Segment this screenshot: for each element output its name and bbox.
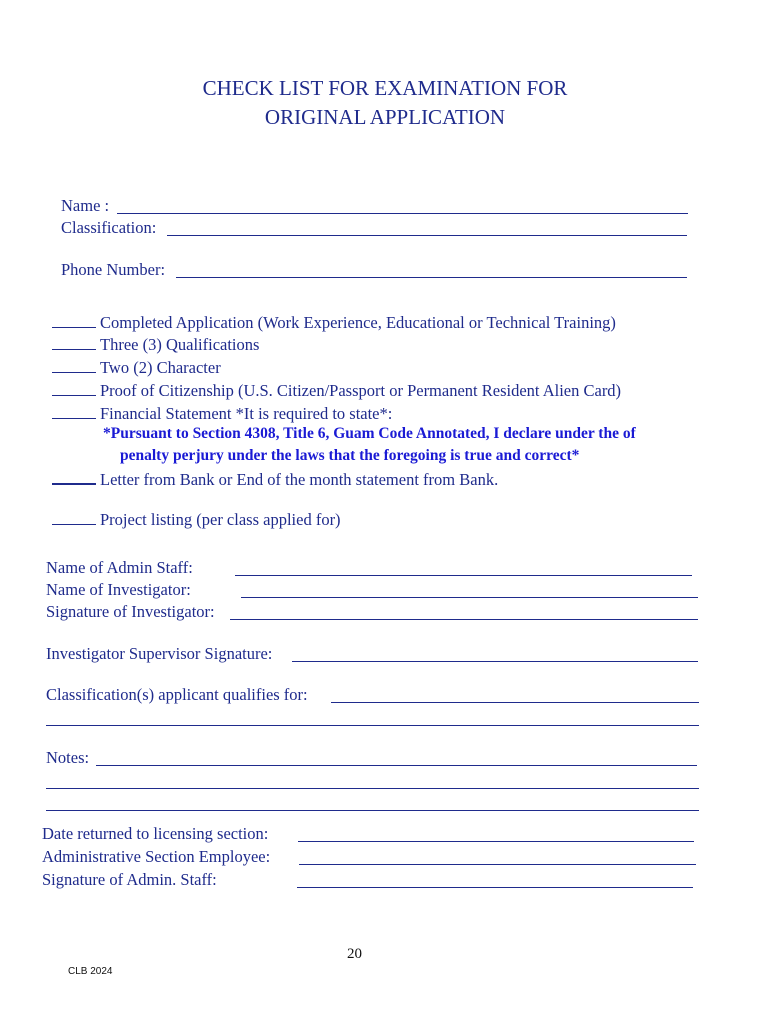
checklist-item-label: Completed Application (Work Experience, Educational or Technical Training) xyxy=(100,313,616,332)
checkbox-blank[interactable] xyxy=(52,404,96,419)
checkbox-blank[interactable] xyxy=(52,335,96,350)
investigator-label: Name of Investigator: xyxy=(46,580,191,599)
investigator-signature-label: Signature of Investigator: xyxy=(46,602,215,621)
phone-number-label: Phone Number: xyxy=(61,260,166,279)
classifications-qualifies-field[interactable] xyxy=(331,702,699,703)
checkbox-blank[interactable] xyxy=(52,358,96,373)
supervisor-signature-field[interactable] xyxy=(292,661,698,662)
footer-code: CLB 2024 xyxy=(68,966,113,977)
checklist-item-label: Two (2) Character xyxy=(100,358,221,377)
checkbox-blank[interactable] xyxy=(52,510,96,525)
notes-field-line3[interactable] xyxy=(46,810,699,811)
page-number: 20 xyxy=(347,946,362,962)
name-label: Name : xyxy=(61,196,110,215)
checkbox-blank[interactable] xyxy=(52,313,96,328)
document-title-line1: CHECK LIST FOR EXAMINATION FOR xyxy=(202,76,568,100)
document-title-line2: ORIGINAL APPLICATION xyxy=(264,105,506,129)
checklist-item-project[interactable] xyxy=(52,510,341,530)
classification-field[interactable] xyxy=(167,235,687,236)
notes-field-line2[interactable] xyxy=(46,788,699,789)
admin-staff-signature-field[interactable] xyxy=(297,887,693,888)
admin-staff-field[interactable] xyxy=(235,575,692,576)
checklist-item-label: Project listing (per class applied for) xyxy=(100,510,341,529)
checklist-item[interactable] xyxy=(52,404,392,424)
checklist-item[interactable] xyxy=(52,381,621,401)
classification-label: Classification: xyxy=(61,218,157,237)
checklist-item-bank[interactable] xyxy=(52,469,498,490)
date-returned-label: Date returned to licensing section: xyxy=(42,824,269,843)
classifications-qualifies-field-continued[interactable] xyxy=(46,725,699,726)
checklist-item-label: Proof of Citizenship (U.S. Citizen/Passport or Permanent Resident Alien Card) xyxy=(100,381,622,400)
checkbox-blank[interactable] xyxy=(52,469,96,485)
checklist-item[interactable] xyxy=(52,313,616,333)
admin-staff-label: Name of Admin Staff: xyxy=(46,558,193,577)
checkbox-blank[interactable] xyxy=(52,381,96,396)
investigator-signature-field[interactable] xyxy=(230,619,698,620)
admin-section-employee-label: Administrative Section Employee: xyxy=(42,847,271,866)
date-returned-field[interactable] xyxy=(298,841,694,842)
checklist-item-label: Letter from Bank or End of the month statement from Bank. xyxy=(100,470,499,489)
checklist-item[interactable] xyxy=(52,358,221,378)
name-field[interactable] xyxy=(117,213,688,214)
declaration-line1: *Pursuant to Section 4308, Title 6, Guam Code Annotated, I declare under the of xyxy=(103,425,636,442)
admin-section-employee-field[interactable] xyxy=(299,864,696,865)
supervisor-signature-label: Investigator Supervisor Signature: xyxy=(46,644,273,663)
investigator-field[interactable] xyxy=(241,597,698,598)
notes-label: Notes: xyxy=(46,748,90,767)
notes-field[interactable] xyxy=(96,765,697,766)
phone-number-field[interactable] xyxy=(176,277,687,278)
classifications-qualifies-label: Classification(s) applicant qualifies for: xyxy=(46,685,308,704)
checklist-item-label: Financial Statement *It is required to state*: xyxy=(100,404,393,423)
declaration-line2: penalty perjury under the laws that the foregoing is true and correct* xyxy=(120,447,580,464)
checklist-item-label: Three (3) Qualifications xyxy=(100,335,260,354)
checklist-item[interactable] xyxy=(52,335,259,355)
admin-staff-signature-label: Signature of Admin. Staff: xyxy=(42,870,217,889)
